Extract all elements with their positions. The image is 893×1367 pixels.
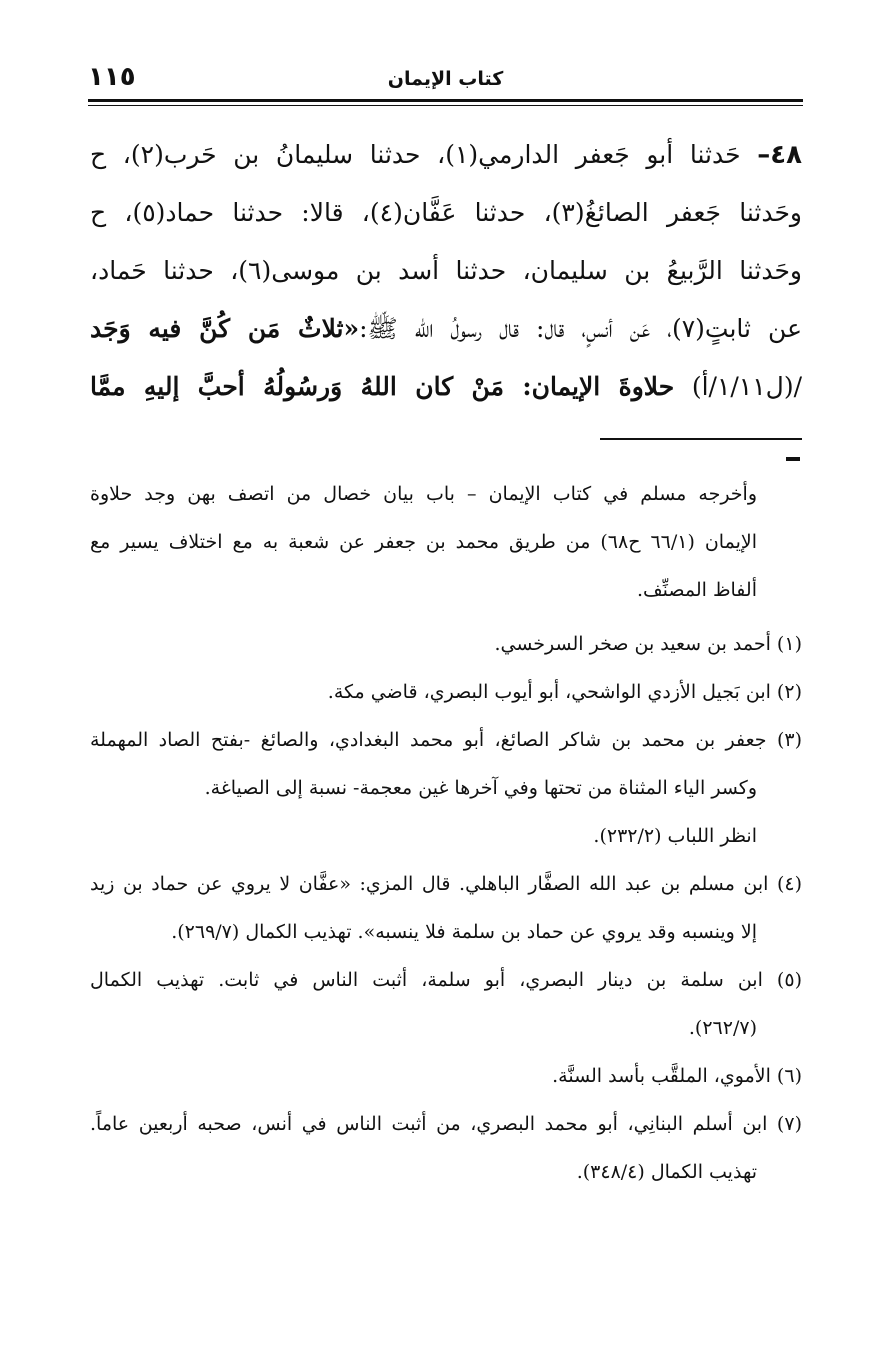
- footnote-4-line: إلا وينسبه وقد يروي عن حماد بن سلمة فلا ينسبه». تهذيب الكمال (٢٦٩/٧).: [171, 921, 757, 943]
- footnote-3: (٣) جعفر بن محمد بن شاكر الصائغ، أبو محمد البغدادي، والصائغ -بفتح الصاد المهملة: [90, 729, 802, 751]
- footnote-5: (٥) ابن سلمة بن دينار البصري، أبو سلمة، أثبت الناس في ثابت. تهذيب الكمال: [90, 969, 802, 991]
- footnote-continuation-line: الإيمان (٦٦/١ ح٦٨) من طريق محمد بن جعفر عن شعبة به مع اختلاف يسير مع: [90, 531, 757, 553]
- main-line-4: [90, 300, 802, 358]
- prophetic-saying: «ثلاثٌ مَن كُنَّ فيه وَجَد: [90, 314, 360, 343]
- main-line-1: [90, 126, 802, 184]
- running-header: [88, 62, 803, 98]
- header-rule: [88, 99, 803, 102]
- chapter-title: كتاب الإيمان: [387, 68, 504, 90]
- footnote-separator: [600, 438, 802, 440]
- header-rule-thin: [88, 105, 803, 106]
- footnote-3-line: وكسر الياء المثناة من تحتها وفي آخرها غين معجمة- نسبة إلى الصياغة.: [204, 777, 757, 799]
- footnotes: [90, 470, 802, 1196]
- footnote-1: (١) أحمد بن سعيد بن صخر السرخسي.: [494, 633, 802, 655]
- hadith-number: ٤٨–: [757, 140, 802, 170]
- hadith-text: [90, 126, 802, 416]
- main-line-text: وحَدثنا الرَّبيعُ بن سليمان، حدثنا أسد بن موسى(٦)، حدثنا حَماد،: [90, 256, 802, 285]
- continuation-mark: [786, 457, 800, 461]
- footnote-3-line: انظر اللباب (٢٣٢/٢).: [593, 825, 757, 847]
- page-number: ١١٥: [88, 62, 136, 92]
- main-line-2: [90, 184, 802, 242]
- footnote-7: (٧) ابن أسلم البنانِي، أبو محمد البصري، من أثبت الناس في أنس، صحبه أربعين عاماً.: [90, 1113, 802, 1135]
- main-line-text: وحَدثنا جَعفر الصائغُ(٣)، حدثنا عَفَّان(٤)، قالا: حدثنا حماد(٥)، ح: [90, 198, 802, 227]
- main-line-5: [90, 358, 802, 416]
- manuscript-reference: /(ل١/١١/أ): [691, 372, 802, 401]
- main-line-text: حَدثنا أبو جَعفر الدارمي(١)، حدثنا سليمانُ بن حَرب(٢)، ح: [90, 140, 741, 169]
- prophetic-saying-cont: حلاوةَ الإيمان: مَنْ كان اللهُ وَرسُولُهُ أحبَّ إليهِ ممَّا: [90, 372, 675, 401]
- footnote-5-line: (٢٦٢/٧).: [688, 1017, 757, 1039]
- footnote-continuation-line: ألفاظ المصنِّف.: [636, 579, 757, 601]
- main-line-3: [90, 242, 802, 300]
- footnote-7-line: تهذيب الكمال (٣٤٨/٤).: [576, 1161, 757, 1183]
- footnote-2: (٢) ابن بَجيل الأزدي الواشحي، أبو أيوب البصري، قاضي مكة.: [327, 681, 802, 703]
- footnote-continuation-line: وأخرجه مسلم في كتاب الإيمان – باب بيان خصال من اتصف بهن وجد حلاوة: [90, 483, 757, 505]
- footnote-4: (٤) ابن مسلم بن عبد الله الصفَّار الباهلي. قال المزي: «عفَّان لا يروي عن حماد بن زيد: [90, 873, 802, 895]
- footnote-6: (٦) الأموي، الملقَّب بأسد السنَّة.: [552, 1065, 802, 1087]
- main-line-text: عن ثابتٍ(٧)، عَن أنسٍ، قال: قال رسولُ الله ﷺ:: [359, 314, 802, 343]
